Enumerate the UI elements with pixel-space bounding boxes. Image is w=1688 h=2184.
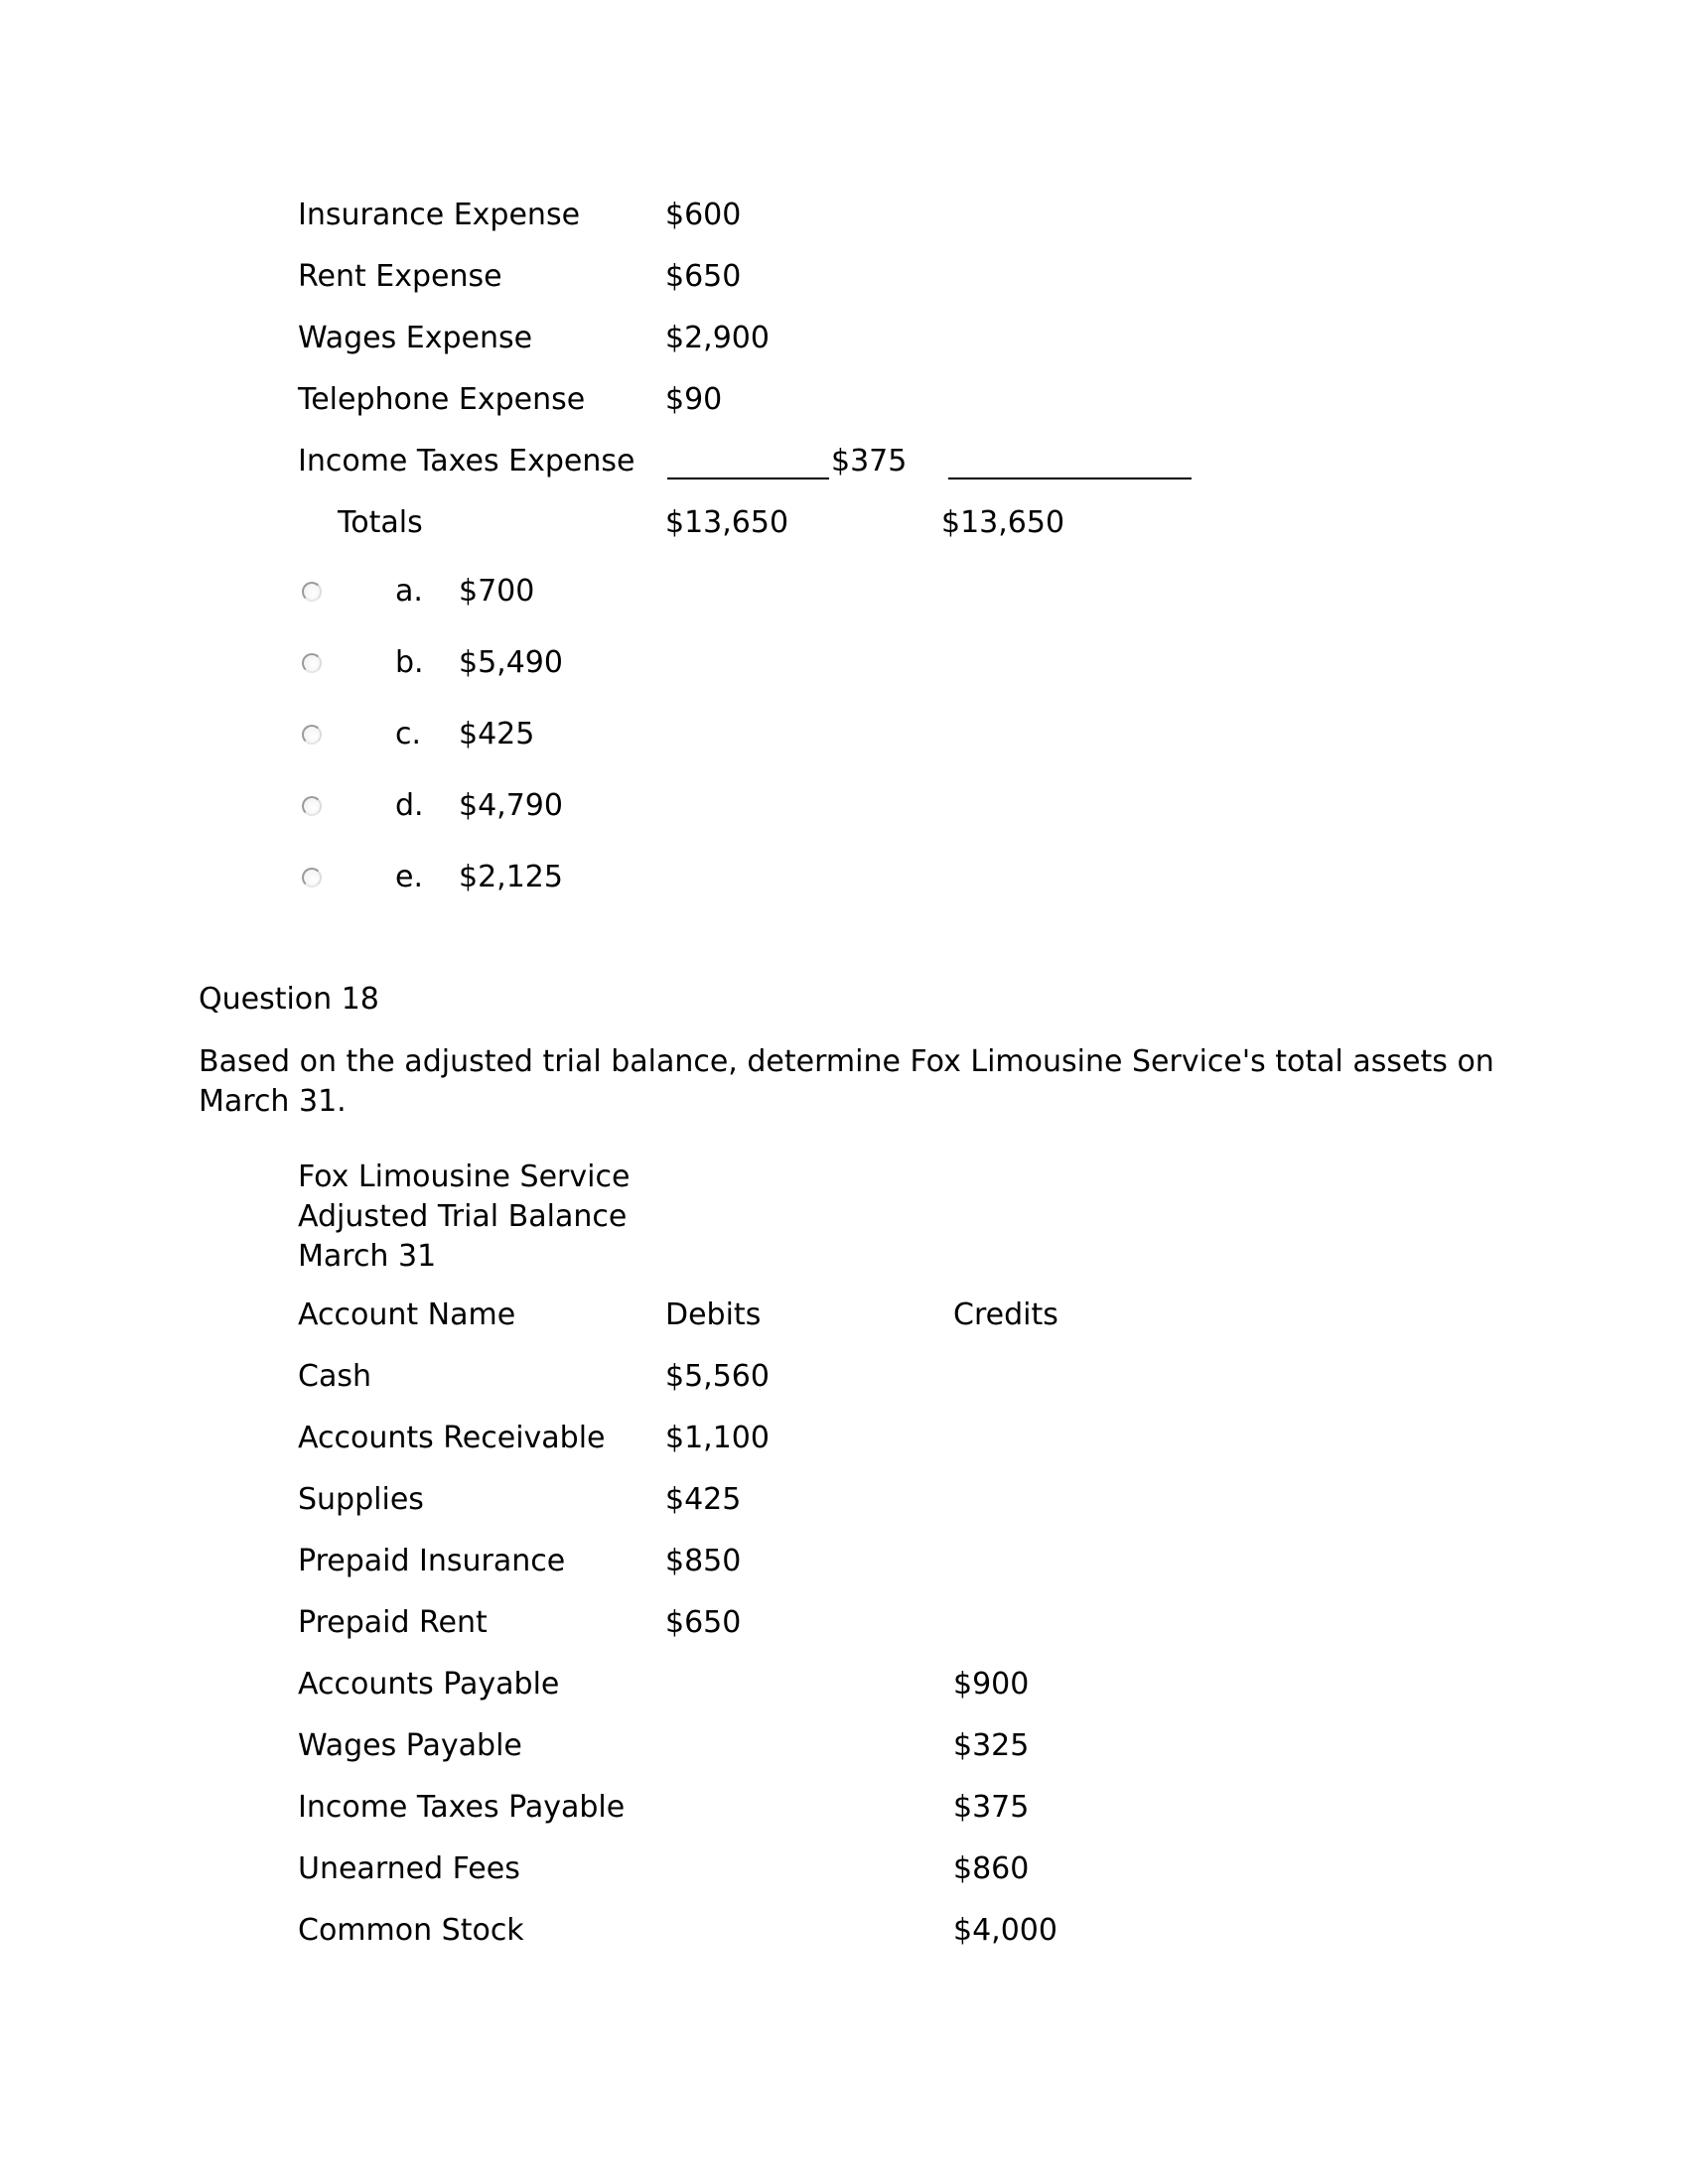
table-row (0, 445, 1688, 478)
table-row (0, 1360, 1688, 1394)
totals-row (0, 506, 1688, 540)
account-name: Accounts Payable (298, 1667, 560, 1702)
debit-value: $425 (665, 1482, 742, 1517)
totals-debit: $13,650 (665, 505, 789, 540)
table-row (0, 1483, 1688, 1517)
table-row (0, 1422, 1688, 1455)
account-name: Insurance Expense (298, 198, 581, 232)
company-name: Fox Limousine Service (298, 1160, 631, 1194)
answer-option-d[interactable] (0, 788, 1688, 828)
table-row (0, 1852, 1688, 1886)
credit-value: $4,000 (953, 1913, 1057, 1948)
debit-value: $5,560 (665, 1359, 770, 1394)
question-prompt: Based on the adjusted trial balance, determine Fox Limousine Service's total assets on March 31. (199, 1044, 1494, 1119)
account-name: Cash (298, 1359, 371, 1394)
table-row (0, 1791, 1688, 1825)
report-date: March 31 (298, 1239, 437, 1274)
totals-label: Totals (338, 505, 423, 540)
table-row (0, 322, 1688, 355)
debit-value: $650 (665, 259, 742, 294)
table-row (0, 1729, 1688, 1763)
account-name: Prepaid Rent (298, 1605, 488, 1640)
debit-value: $600 (665, 198, 742, 232)
debit-value: $650 (665, 1605, 742, 1640)
account-name: Wages Expense (298, 321, 533, 355)
credit-value: $375 (953, 1790, 1030, 1825)
credit-value: $900 (953, 1667, 1030, 1702)
table-row (0, 1668, 1688, 1702)
option-letter: e. (395, 860, 423, 894)
account-name: Rent Expense (298, 259, 502, 294)
option-letter: d. (395, 788, 424, 823)
table-row (0, 1606, 1688, 1640)
debit-value: $1,100 (665, 1421, 770, 1455)
totals-credit: $13,650 (941, 505, 1065, 540)
debit-value: $375 (831, 444, 908, 478)
column-header-debits: Debits (665, 1297, 762, 1332)
option-value: $2,125 (459, 860, 563, 894)
answer-option-e[interactable] (0, 860, 1688, 899)
debit-value: $90 (665, 382, 723, 417)
table-header-row (0, 1298, 1688, 1332)
radio-button[interactable] (302, 582, 322, 602)
radio-button[interactable] (302, 725, 322, 745)
radio-button[interactable] (302, 653, 322, 673)
answer-option-a[interactable] (0, 574, 1688, 614)
radio-button[interactable] (302, 796, 322, 816)
credit-underline (948, 478, 1192, 479)
credit-value: $860 (953, 1851, 1030, 1886)
account-name: Unearned Fees (298, 1851, 520, 1886)
option-value: $700 (459, 574, 535, 609)
account-name: Supplies (298, 1482, 424, 1517)
option-value: $5,490 (459, 645, 563, 680)
option-letter: c. (395, 717, 422, 751)
debit-value: $2,900 (665, 321, 770, 355)
option-letter: a. (395, 574, 423, 609)
table-row (0, 383, 1688, 417)
answer-option-b[interactable] (0, 645, 1688, 685)
account-name: Income Taxes Expense (298, 444, 635, 478)
account-name: Accounts Receivable (298, 1421, 606, 1455)
radio-button[interactable] (302, 868, 322, 887)
column-header-credits: Credits (953, 1297, 1058, 1332)
column-header-account-name: Account Name (298, 1297, 516, 1332)
account-name: Common Stock (298, 1913, 524, 1948)
table-row (0, 260, 1688, 294)
table-row (0, 1545, 1688, 1578)
debit-value: $850 (665, 1544, 742, 1578)
question-title: Question 18 (199, 982, 379, 1017)
credit-value: $325 (953, 1728, 1030, 1763)
debit-underline (667, 478, 829, 479)
account-name: Wages Payable (298, 1728, 522, 1763)
option-letter: b. (395, 645, 424, 680)
account-name: Telephone Expense (298, 382, 586, 417)
answer-option-c[interactable] (0, 717, 1688, 756)
report-title: Adjusted Trial Balance (298, 1199, 628, 1234)
table-row (0, 199, 1688, 232)
table-row (0, 1914, 1688, 1948)
option-value: $425 (459, 717, 535, 751)
account-name: Income Taxes Payable (298, 1790, 626, 1825)
option-value: $4,790 (459, 788, 563, 823)
account-name: Prepaid Insurance (298, 1544, 566, 1578)
